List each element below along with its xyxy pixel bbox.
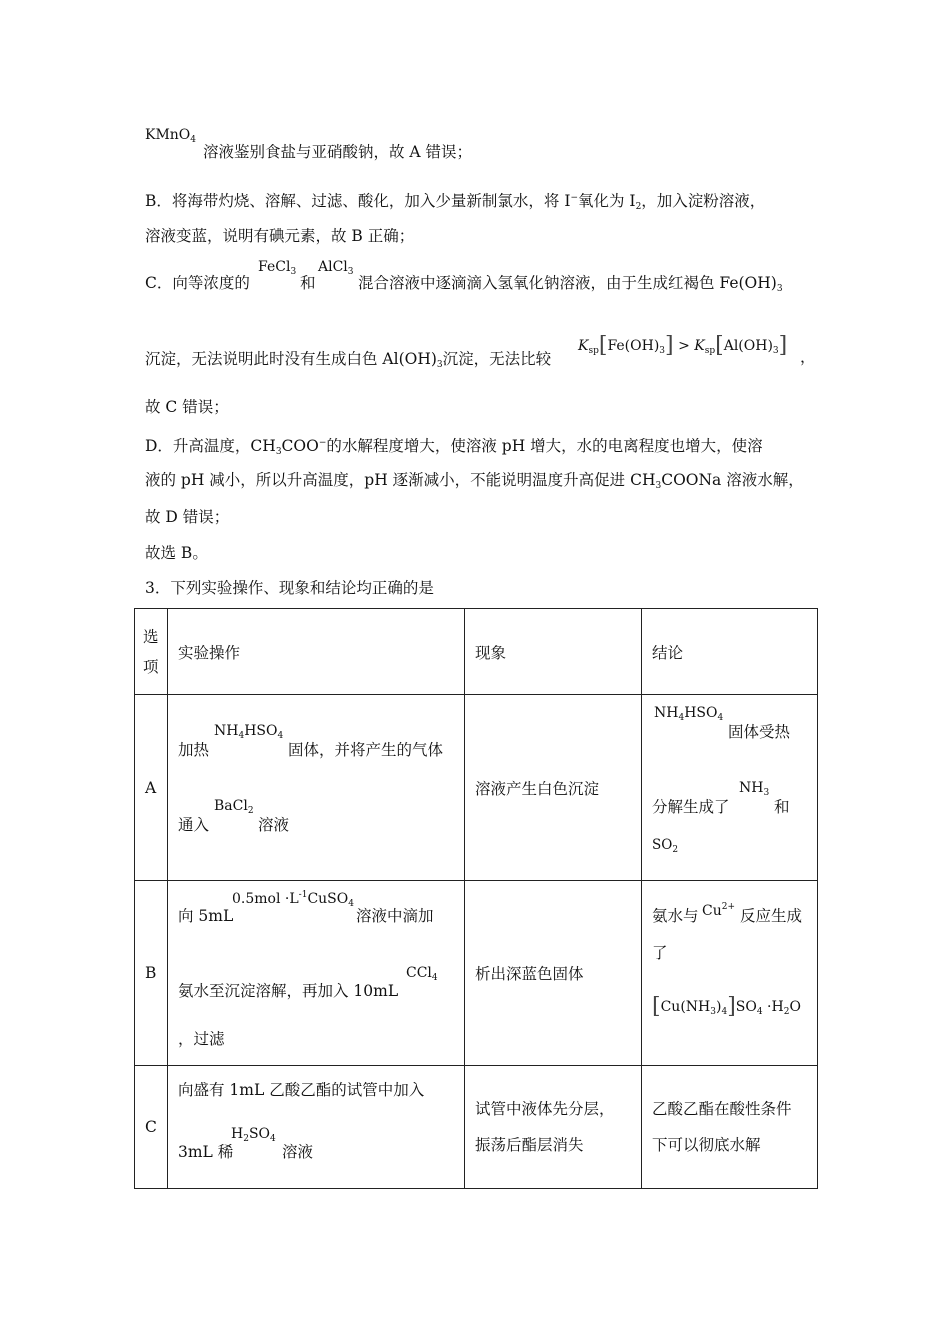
formula-bacl2: BaCl$_2$ — [214, 798, 254, 816]
formula-h2so4: $H_2SO_4$ — [231, 1126, 276, 1144]
table-row — [135, 881, 818, 1066]
row-c-conclusion: 乙酸乙酯在酸性条件 下可以彻底水解 — [642, 1066, 818, 1189]
paragraph-a-conclusion: 溶液鉴别食盐与亚硝酸钠，故 A 错误； — [203, 143, 473, 161]
bracket-right: ] — [778, 333, 788, 358]
formula-cuso4-conc: $0.5mol \cdot L^{-1}CuSO_4$ — [232, 890, 354, 909]
paragraph-c-line1-end: 混合溶液中逐滴滴入氢氧化钠溶液，由于生成红褐色 $Fe(OH)_3$ — [358, 274, 783, 294]
question-3-title: 3．下列实验操作、现象和结论均正确的是 — [145, 579, 434, 597]
paragraph-c-line1-start: C．向等浓度的 — [145, 274, 250, 292]
row-a-phenomenon: 溶液产生白色沉淀 — [465, 695, 642, 881]
formula-nh4hso4: $NH_4HSO_4$ — [654, 705, 724, 723]
table-row — [135, 1066, 818, 1189]
bracket-left: [ — [715, 333, 724, 358]
experiment-table — [134, 608, 818, 1189]
formula-kmno4: KMnO$_4$ — [145, 127, 197, 145]
row-b-operation: 向 5mL $0.5mol \cdot L^{-1}CuSO_4$ 溶液中滴加 氨水至沉淀溶解，再加入 10mL CCl$_4$ ，过滤 — [168, 881, 465, 1066]
row-a-operation: 加热 $NH_4HSO_4$ 固体，并将产生的气体 通入 BaCl$_2$ 溶液 — [168, 695, 465, 881]
bracket-right: ] — [665, 333, 674, 358]
formula-complex-salt: $[Cu(NH_3)_4]SO_4 \cdot H_2O$ — [652, 994, 801, 1019]
formula-cu2plus: $Cu^{2+}$ — [702, 902, 736, 919]
paragraph-d-line2: 液的 pH 减小，所以升高温度，pH 逐渐减小，不能说明温度升高促进 $CH_3COONa$ 溶液水解， — [145, 471, 804, 491]
answer-line: 故选 B。 — [145, 544, 208, 562]
formula-ksp-comparison: $K_{sp}[Fe(OH)_3] > K_{sp}[Al(OH)_3]$ — [578, 333, 788, 358]
paragraph-c-line2: 沉淀，无法说明此时没有生成白色 $Al(OH)_3$沉淀，无法比较 — [145, 350, 552, 370]
formula-nh3: $NH_3$ — [739, 780, 770, 798]
row-c-phenomenon: 试管中液体先分层， 振荡后酯层消失 — [465, 1066, 642, 1189]
bracket-left: [ — [598, 333, 608, 358]
row-c-operation: 向盛有 1mL 乙酸乙酯的试管中加入 3mL 稀 $H_2SO_4$ 溶液 — [168, 1066, 465, 1189]
header-phenomenon: 现象 — [465, 609, 642, 695]
row-b-conclusion: 氨水与 $Cu^{2+}$ 反应生成 了 $[Cu(NH_3)_4]SO_4 \cdot H_2O$ — [642, 881, 818, 1066]
paragraph-c-and: 和 — [300, 274, 316, 292]
paragraph-d-line1: D．升高温度，$CH_3COO^-$的水解程度增大，使溶液 pH 增大，水的电离程度也增大，使溶 — [145, 437, 763, 457]
header-operation: 实验操作 — [168, 609, 465, 695]
formula-so2: $SO_2$ — [652, 837, 679, 855]
formula-nh4hso4: $NH_4HSO_4$ — [214, 723, 284, 741]
row-a-conclusion: $NH_4HSO_4$ 固体受热 分解生成了 $NH_3$ 和 $SO_2$ — [642, 695, 818, 881]
paragraph-b-line1: B．将海带灼烧、溶解、过滤、酸化，加入少量新制氯水，将 I−氧化为 $I_2$，加入淀粉溶液， — [145, 192, 766, 212]
row-c-label: C — [135, 1066, 168, 1189]
header-conclusion: 结论 — [642, 609, 818, 695]
formula-ccl4: CCl$_4$ — [406, 965, 438, 983]
table-header-row — [135, 609, 818, 695]
row-b-phenomenon: 析出深蓝色固体 — [465, 881, 642, 1066]
formula-alcl3: AlCl$_3$ — [318, 259, 354, 277]
paragraph-b-line2: 溶液变蓝，说明有碘元素，故 B 正确； — [145, 227, 415, 245]
paragraph-d-line3: 故 D 错误； — [145, 508, 230, 526]
row-b-label: B — [135, 881, 168, 1066]
paragraph-c-comma: ， — [800, 348, 816, 366]
row-a-label: A — [135, 695, 168, 881]
paragraph-c-line3: 故 C 错误； — [145, 398, 229, 416]
formula-fecl3: FeCl$_3$ — [258, 259, 297, 277]
table-row — [135, 695, 818, 881]
header-option: 选 项 — [135, 609, 168, 695]
